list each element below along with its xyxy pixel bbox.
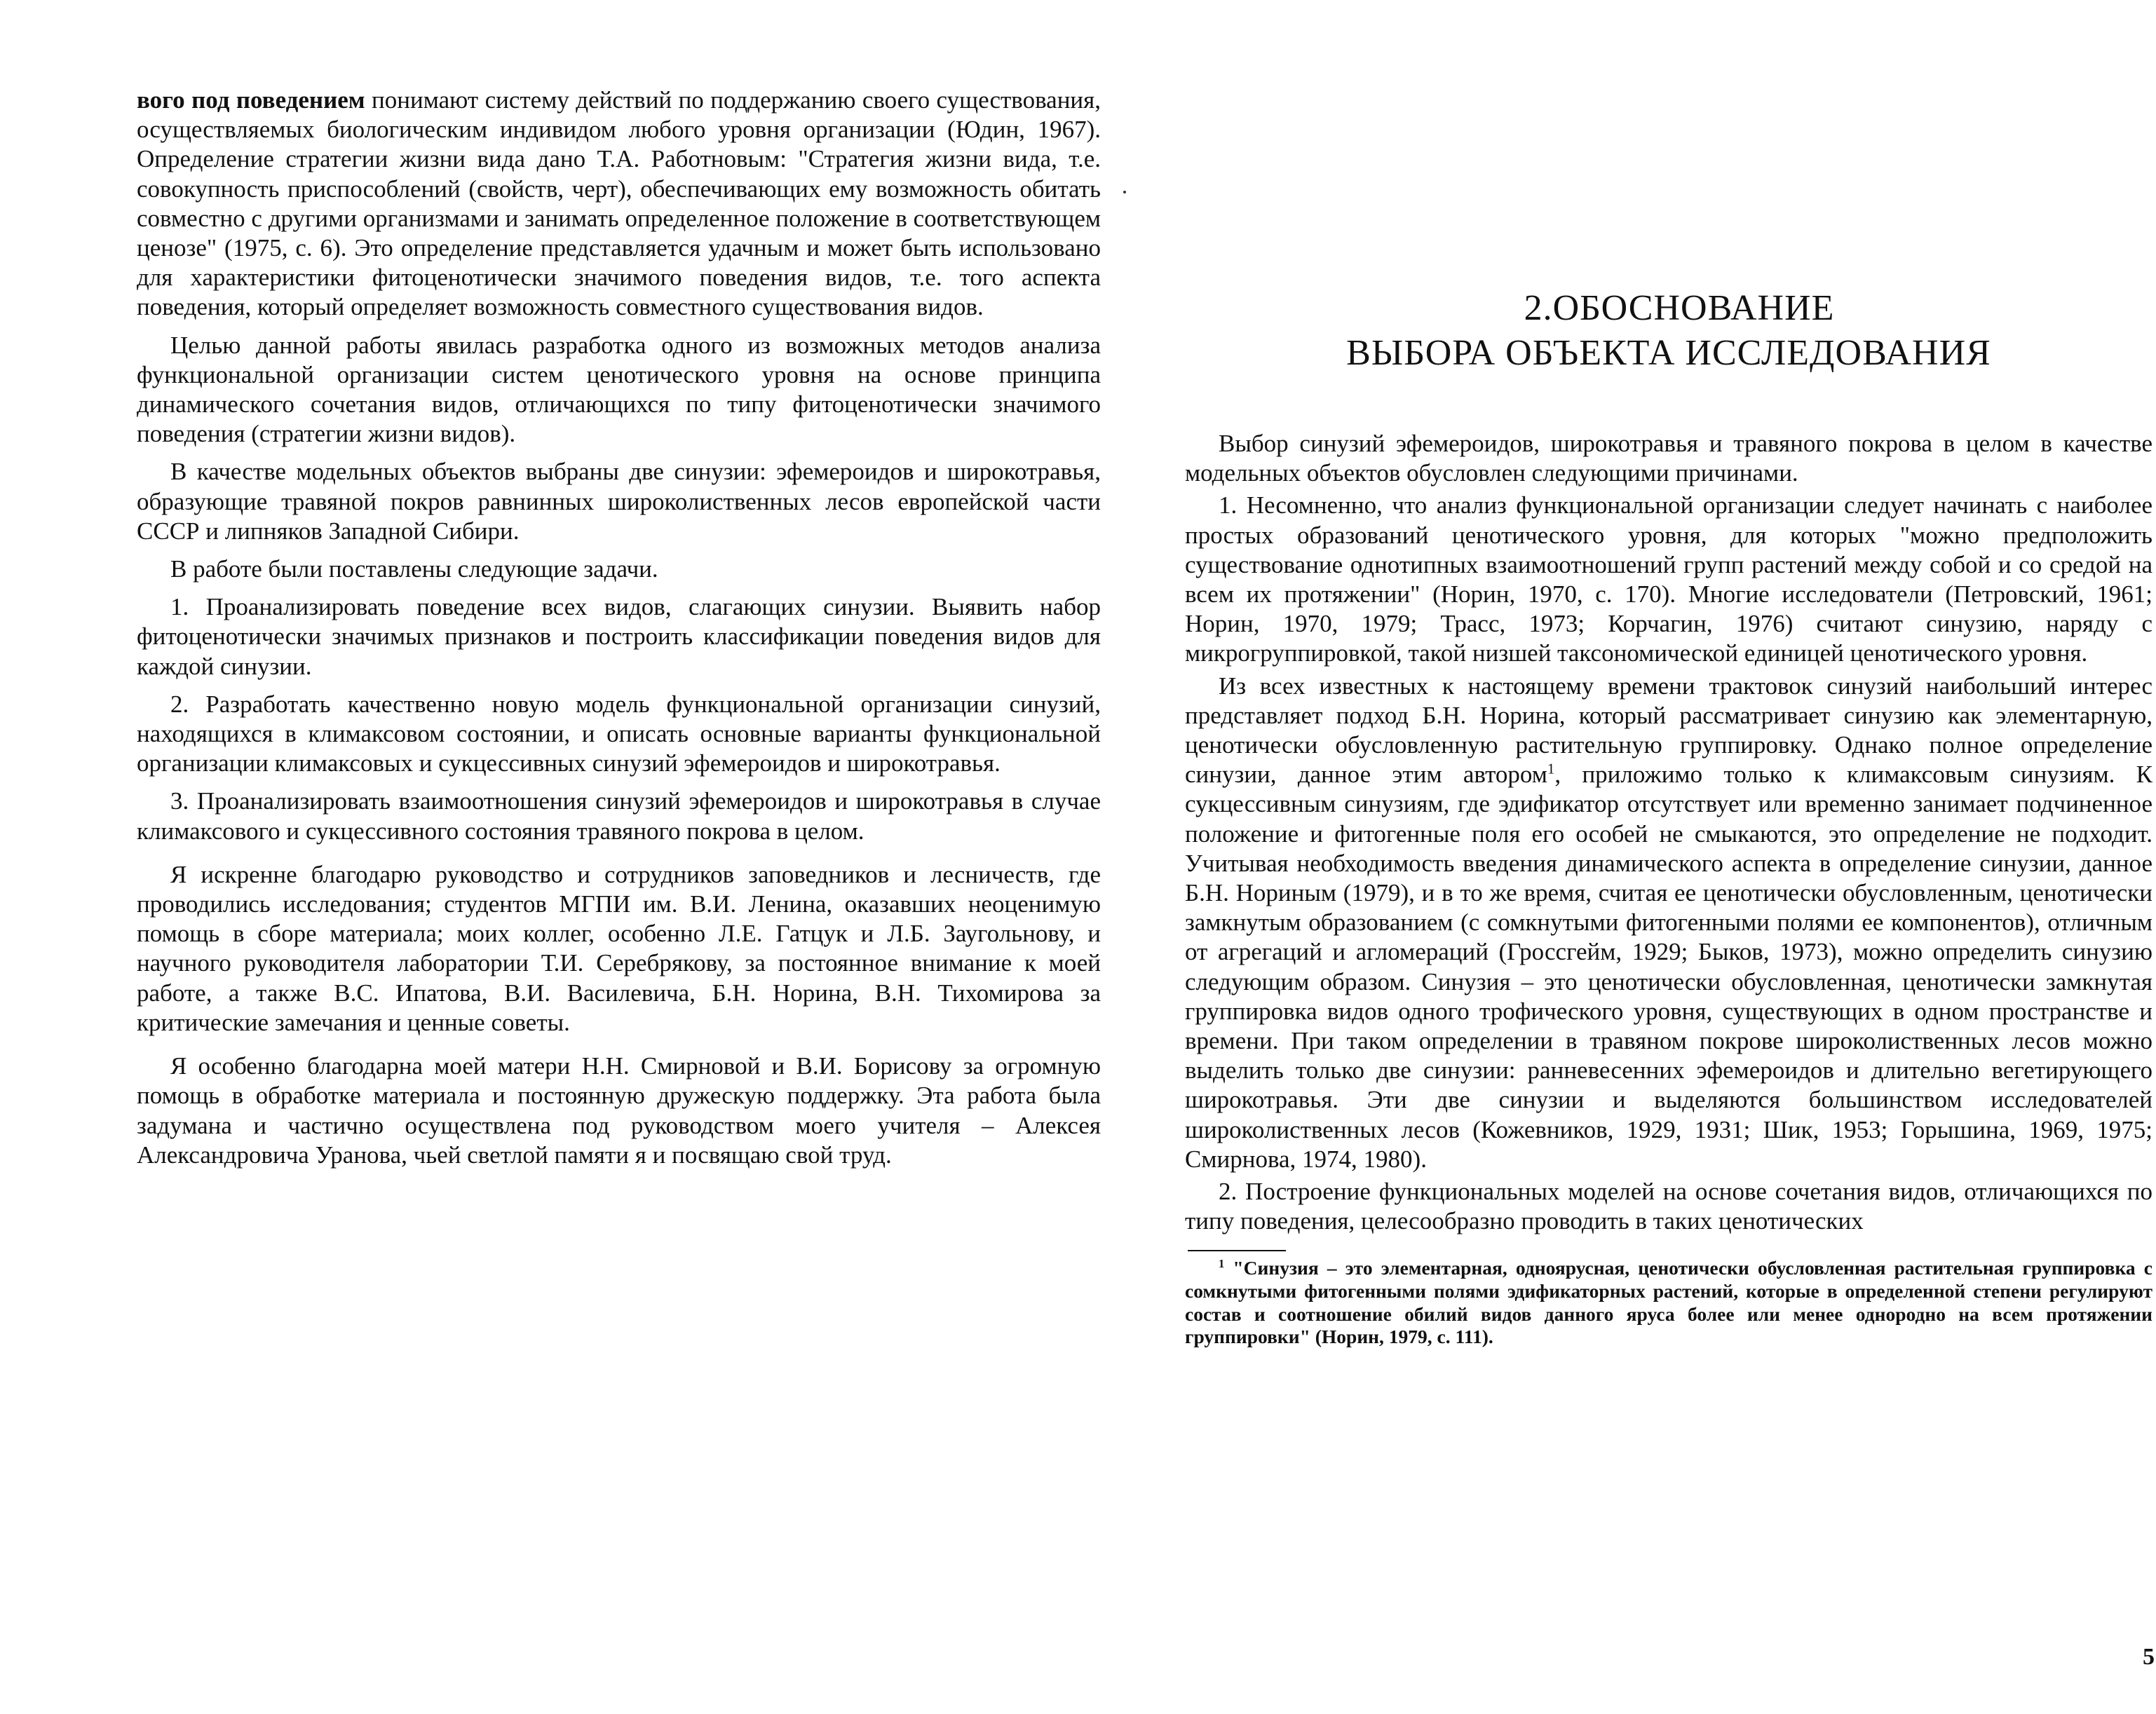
left-page (137, 86, 1101, 1170)
scan-speck (1123, 191, 1126, 193)
footnote-number: 1 (1219, 1257, 1225, 1271)
left-paragraph-1-lead: вого под поведением (137, 86, 365, 114)
left-paragraph-4: В работе были поставлены следующие задачи. (170, 555, 658, 583)
left-paragraph-6: 2. Разработать качественно новую модель функциональной организации синузий, находящихся в климаксовом состоянии, и описать основные варианты функциональной организации климаксовых и сукцессивных синузий эфемероидов и широкотравья. (137, 690, 1101, 777)
left-paragraph-7: 3. Проанализировать взаимоотношения синузий эфемероидов и широкотравья в случае климаксового и сукцессивного состояния травяного покрова в целом. (137, 787, 1101, 845)
left-paragraph-5: 1. Проанализировать поведение всех видов, слагающих синузии. Выявить набор фитоценотически значимых признаков и построить классификации поведения видов для каждой синузии. (137, 593, 1101, 680)
footnote (1185, 1257, 2152, 1348)
left-paragraph-1-text: понимают систему действий по поддержанию своего существования, осуществляемых биологическим индивидом любого уровня организации (Юдин, 1967). Определение стратегии жизни вида дано Т.А. Работновым: "Стратегия жизни вида, т.е. совокупность приспособлений (свойств, черт), обеспечивающих ему возможность обитать совместно с другими организмами и занимать определенное положение в соответствующем ценозе" (1975, с. 6). Это определение представляется удачным и может быть использовано для характеристики фитоценотически значимого поведения видов, т.е. того аспекта поведения, который определяет возможность совместного существования видов. (137, 86, 1101, 321)
right-paragraph-3-part-1: Из всех известных к настоящему времени трактовок синузий наибольший интерес представляет подход Б.Н. Норина, который рассматривает синузию как элементарную, ценотически обусловленную растительную группировку. Однако полное определение синузии, данное этим автором (1185, 672, 2152, 789)
chapter-title-line-2: ВЫБОРА ОБЪЕКТА ИССЛЕДОВАНИЯ (1346, 333, 1991, 373)
right-paragraph-3-part-2: , приложимо только к климаксовым синузиям. К сукцессивным синузиям, где эдификатор отсутствует или временно занимает подчиненное положение и фитогенные поля его особей не смыкаются, это определение не подходит. Учитывая необходимость введения динамического аспекта в определение синузии, данное Б.Н. Нориным (1979), и в то же время, считая ее ценотически обусловленным, ценотически замкнутым образованием (с сомкнутыми фитогенными полями ее компонентов), отличным от агрегаций и агломераций (Гроссгейм, 1929; Быков, 1973), можно определить синузию следующим образом. Синузия – это ценотически обусловленная, ценотически замкнутая группировка видов одного трофического уровня, существующих в одном пространстве и времени. При таком определении в травяном покрове широколиственных лесов можно выделить только две синузии: ранневесенних эфемероидов и длительно вегетирующего широкотравья. Эти две синузии и выделяются большинством исследователей широколиственных лесов (Кожевников, 1929, 1931; Шик, 1953; Горышина, 1969, 1975; Смирнова, 1974, 1980). (1185, 761, 2153, 1173)
right-paragraph-4: 2. Построение функциональных моделей на основе сочетания видов, отличающихся по типу поведения, целесообразно проводить в таких ценотических (1185, 1178, 2152, 1235)
footnote-rule (1188, 1250, 1286, 1251)
left-paragraph-8: Я искренне благодарю руководство и сотрудников заповедников и лесничеств, где проводились исследования; студентов МГПИ им. В.И. Ленина, оказавших неоценимую помощь в сборе материала; моих коллег, особенно Л.Е. Гатцук и Л.Б. Заугольнову, и научного руководителя лаборатории Т.И. Серебрякову, за постоянное внимание к моей работе, а также В.С. Ипатова, В.И. Василевича, Б.Н. Норина, В.Н. Тихомирова за критические замечания и ценные советы. (137, 860, 1101, 1036)
left-paragraph-9: Я особенно благодарна моей матери Н.Н. Смирновой и В.И. Борисову за огромную помощь в обработке материала и постоянную дружескую поддержку. Эта работа была задумана и частично осуществлена под руководством моего учителя – Алексея Александровича Уранова, чьей светлой памяти я и посвящаю свой труд. (137, 1052, 1101, 1169)
right-paragraph-2: 1. Несомненно, что анализ функциональной организации следует начинать с наиболее простых образований ценотического уровня, для которых "можно предположить существование однотипных взаимоотношений групп растений между собой и со средой на всем их протяжении" (Норин, 1970, с. 170). Многие исследователи (Петровский, 1961; Норин, 1970, 1979; Трасс, 1973; Корчагин, 1976) считают синузию, наряду с микрогруппировкой, такой низшей таксономической единицей ценотического уровня. (1185, 491, 2152, 667)
right-paragraph-1: Выбор синузий эфемероидов, широкотравья и травяного покрова в целом в качестве модельных объектов обусловлен следующими причинами. (1185, 430, 2152, 487)
footnote-marker: 1 (1547, 760, 1555, 777)
right-paragraph-3 (1185, 672, 2152, 1174)
page-number: 5 (2143, 1644, 2155, 1670)
right-page (1185, 86, 2152, 1349)
chapter-title (1185, 286, 2152, 376)
left-paragraph-2: Целью данной работы явилась разработка одного из возможных методов анализа функциональной организации систем ценотического уровня на основе принципа динамического сочетания видов, отличающихся по типу фитоценотически значимого поведения (стратегии жизни видов). (137, 331, 1101, 448)
footnote-text: "Синузия – это элементарная, одноярусная, ценотически обусловленная растительная группировка с сомкнутыми фитогенными полями эдификаторных растений, которые в определенной степени регулируют состав и соотношение обилий видов данного яруса более или менее однородно на всем протяжении группировки" (Норин, 1979, с. 111). (1185, 1257, 2152, 1348)
left-paragraph-3: В качестве модельных объектов выбраны две синузии: эфемероидов и широкотравья, образующие травяной покров равнинных широколиственных лесов европейской части СССР и липняков Западной Сибири. (137, 458, 1101, 545)
chapter-title-line-1: 2.ОБОСНОВАНИЕ (1524, 288, 1835, 328)
left-paragraph-1 (137, 86, 1101, 322)
